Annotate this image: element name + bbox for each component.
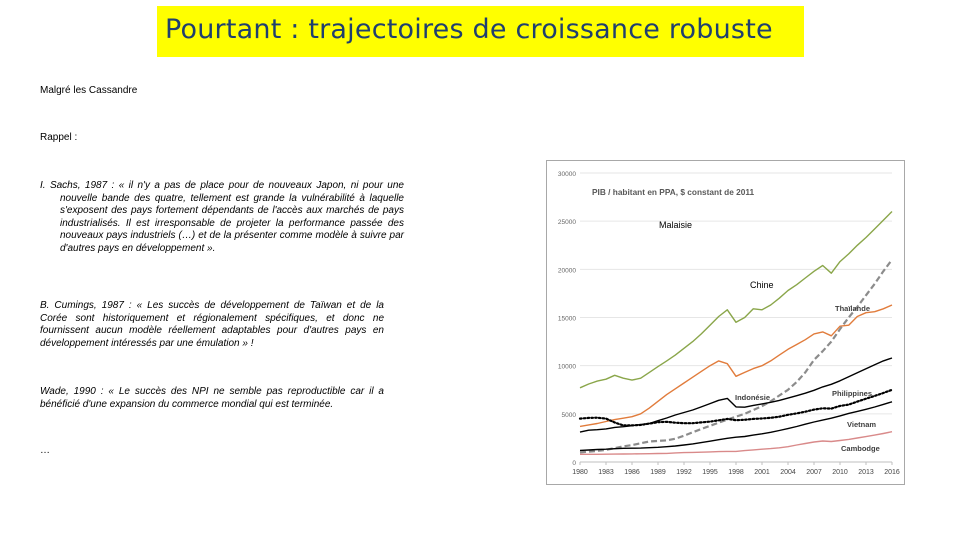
series-label-indonesie: Indonésie xyxy=(735,393,771,402)
y-tick-label-20000: 20000 xyxy=(557,267,576,275)
sachs-quote: I. Sachs, 1987 : « il n'y a pas de place pour de nouveaux Japon, ni pour une nouvelle bande des quatre, tellement est grande la vulnérabilité à laquelle s'exposent des pays fortement dépendants de l'accès aux marchés de pays industrialisés. Il est irresponsable de projeter la performance passée des nouveaux pays industriels (…) et de la présenter comme modèle à suivre par d'autres pays en développement ». xyxy=(40,180,404,254)
rappel-line: Rappel : xyxy=(40,132,78,143)
series-line-chine xyxy=(580,260,892,453)
x-tick-label-2016: 2016 xyxy=(884,469,900,476)
series-label-vietnam: Vietnam xyxy=(847,420,877,429)
x-tick-label-1995: 1995 xyxy=(702,469,718,476)
x-tick-label-1998: 1998 xyxy=(728,469,744,476)
x-tick-label-1980: 1980 xyxy=(572,469,588,476)
y-tick-label-10000: 10000 xyxy=(557,363,576,371)
cassandre-line: Malgré les Cassandre xyxy=(40,85,138,96)
slide-title: Pourtant : trajectoires de croissance robuste xyxy=(165,14,773,45)
y-tick-label-30000: 30000 xyxy=(557,171,576,178)
x-tick-label-2001: 2001 xyxy=(754,469,770,476)
cumings-quote: B. Cumings, 1987 : « Les succès de développement de Taïwan et de la Corée sont historiquement et régionalement spécifiques, et donc ne fournissent aucun modèle réellement adaptables pour d'autres pays en développement intéressés par une émulation » ! xyxy=(40,300,384,349)
x-tick-label-1992: 1992 xyxy=(676,469,692,476)
chart-title: PIB / habitant en PPA, $ constant de 2011 xyxy=(592,187,755,197)
x-tick-label-2004: 2004 xyxy=(780,469,796,476)
gdp-per-capita-chart xyxy=(547,161,904,484)
x-tick-label-2007: 2007 xyxy=(806,469,822,476)
chine-label: Chine xyxy=(750,280,774,290)
x-tick-label-1989: 1989 xyxy=(650,469,666,476)
ellipsis-line: … xyxy=(40,445,50,456)
x-tick-label-2013: 2013 xyxy=(858,469,874,476)
y-tick-label-15000: 15000 xyxy=(557,315,576,323)
y-tick-label-25000: 25000 xyxy=(557,219,576,227)
x-tick-label-1983: 1983 xyxy=(598,469,614,476)
y-tick-label-0: 0 xyxy=(572,460,576,467)
x-tick-label-2010: 2010 xyxy=(832,469,848,476)
x-tick-label-1986: 1986 xyxy=(624,469,640,476)
wade-quote: Wade, 1990 : « Le succès des NPI ne semble pas reproductible car il a bénéficié d'une expansion du commerce mondial qui est terminée. xyxy=(40,386,384,410)
title-banner xyxy=(157,6,804,57)
malaisie-label: Malaisie xyxy=(659,220,693,230)
y-tick-label-5000: 5000 xyxy=(561,411,576,419)
series-label-cambodge: Cambodge xyxy=(841,444,880,453)
series-label-thailande: Thaïlande xyxy=(835,304,871,313)
series-line-malaisie xyxy=(580,212,892,388)
gdp-chart-frame xyxy=(546,160,905,485)
series-label-philippines: Philippines xyxy=(832,389,873,398)
